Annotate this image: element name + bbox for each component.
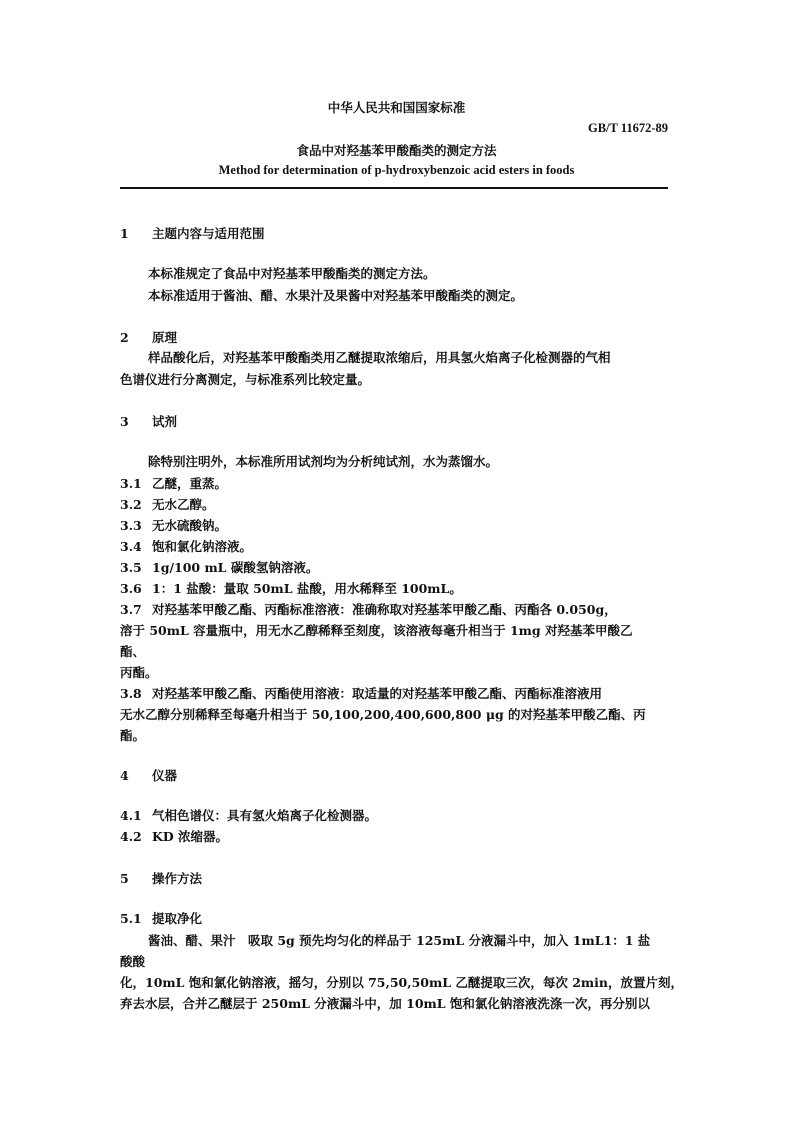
title-chinese: 食品中对羟基苯甲酸酯类的测定方法 xyxy=(296,143,497,158)
standard-code: GB/T 11672-89 xyxy=(588,121,668,135)
section-number: 1 xyxy=(120,226,129,241)
paragraph-line: 化，10mL 饱和氯化钠溶液，摇匀，分别以 75,50,50mL 乙醚提取三次，每次 2min，放置片刻， xyxy=(120,975,683,990)
paragraph-line: 酯、 xyxy=(120,644,146,659)
paragraph-line: 样品酸化后，对羟基苯甲酸酯类用乙醚提取浓缩后，用具氢火焰离子化检测器的气相 xyxy=(148,350,611,365)
paragraph: 除特别注明外，本标准所用试剂均为分析纯试剂，水为蒸馏水。 xyxy=(148,454,499,469)
paragraph-line: 色谱仪进行分离测定，与标准系列比较定量。 xyxy=(120,372,371,387)
list-item: 3.8 对羟基苯甲酸乙酯、丙酯使用溶液：取适量的对羟基苯甲酸乙酯、丙酯标准溶液用 xyxy=(120,686,603,701)
paragraph: 本标准适用于酱油、醋、水果汁及果酱中对羟基苯甲酸酯类的测定。 xyxy=(148,288,524,303)
title-english: Method for determination of p-hydroxybenzoic acid esters in foods xyxy=(218,163,575,177)
subsection-heading: 5.1 提取净化 xyxy=(120,911,203,926)
section-title: 仪器 xyxy=(152,768,178,783)
section-number: 3 xyxy=(120,414,129,429)
header-divider xyxy=(120,187,668,189)
paragraph-line: 溶于 50mL 容量瓶中，用无水乙醇稀释至刻度，该溶液每毫升相当于 1mg 对羟基苯甲酸乙 xyxy=(120,623,633,638)
section-5-heading xyxy=(120,869,202,887)
section-number: 4 xyxy=(120,768,129,783)
list-item: 3.6 1：1 盐酸：量取 50mL 盐酸，用水稀释至 100mL。 xyxy=(120,581,462,596)
paragraph-line: 弃去水层，合并乙醚层于 250mL 分液漏斗中，加 10mL 饱和氯化钠溶液洗涤一次，再分别以 xyxy=(120,996,650,1011)
section-number: 2 xyxy=(120,330,129,345)
section-title: 原理 xyxy=(152,330,178,345)
standard-org: 中华人民共和国国家标准 xyxy=(327,100,466,115)
section-title: 试剂 xyxy=(152,414,178,429)
list-item: 3.3 无水硫酸钠。 xyxy=(120,518,228,533)
section-1-heading xyxy=(120,224,265,242)
paragraph-line: 酯。 xyxy=(120,728,146,743)
paragraph-line: 丙酯。 xyxy=(120,665,158,680)
section-title: 操作方法 xyxy=(152,871,203,886)
paragraph-line: 酸酸 xyxy=(120,954,146,969)
list-item: 4.1 气相色谱仪：具有氢火焰离子化检测器。 xyxy=(120,808,378,823)
list-item: 3.5 1g/100 mL 碳酸氢钠溶液。 xyxy=(120,560,319,575)
section-3-heading xyxy=(120,412,177,430)
list-item: 3.2 无水乙醇。 xyxy=(120,497,215,512)
paragraph-line: 无水乙醇分别稀释至每毫升相当于 50,100,200,400,600,800 μg 的对羟基苯甲酸乙酯、丙 xyxy=(120,707,646,722)
list-item: 4.2 KD 浓缩器。 xyxy=(120,829,229,844)
section-number: 5 xyxy=(120,871,129,886)
section-title: 主题内容与适用范围 xyxy=(152,226,265,241)
list-item: 3.4 饱和氯化钠溶液。 xyxy=(120,539,253,554)
list-item: 3.7 对羟基苯甲酸乙酯、丙酯标准溶液：准确称取对羟基苯甲酸乙酯、丙酯各 0.050g， xyxy=(120,602,617,617)
section-2-heading xyxy=(120,328,177,346)
list-item: 3.1 乙醚，重蒸。 xyxy=(120,476,228,491)
paragraph: 本标准规定了食品中对羟基苯甲酸酯类的测定方法。 xyxy=(148,266,436,281)
paragraph-line: 酱油、醋、果汁 吸取 5g 预先均匀化的样品于 125mL 分液漏斗中，加入 1mL1：1 盐 xyxy=(148,933,651,948)
section-4-heading xyxy=(120,766,177,784)
